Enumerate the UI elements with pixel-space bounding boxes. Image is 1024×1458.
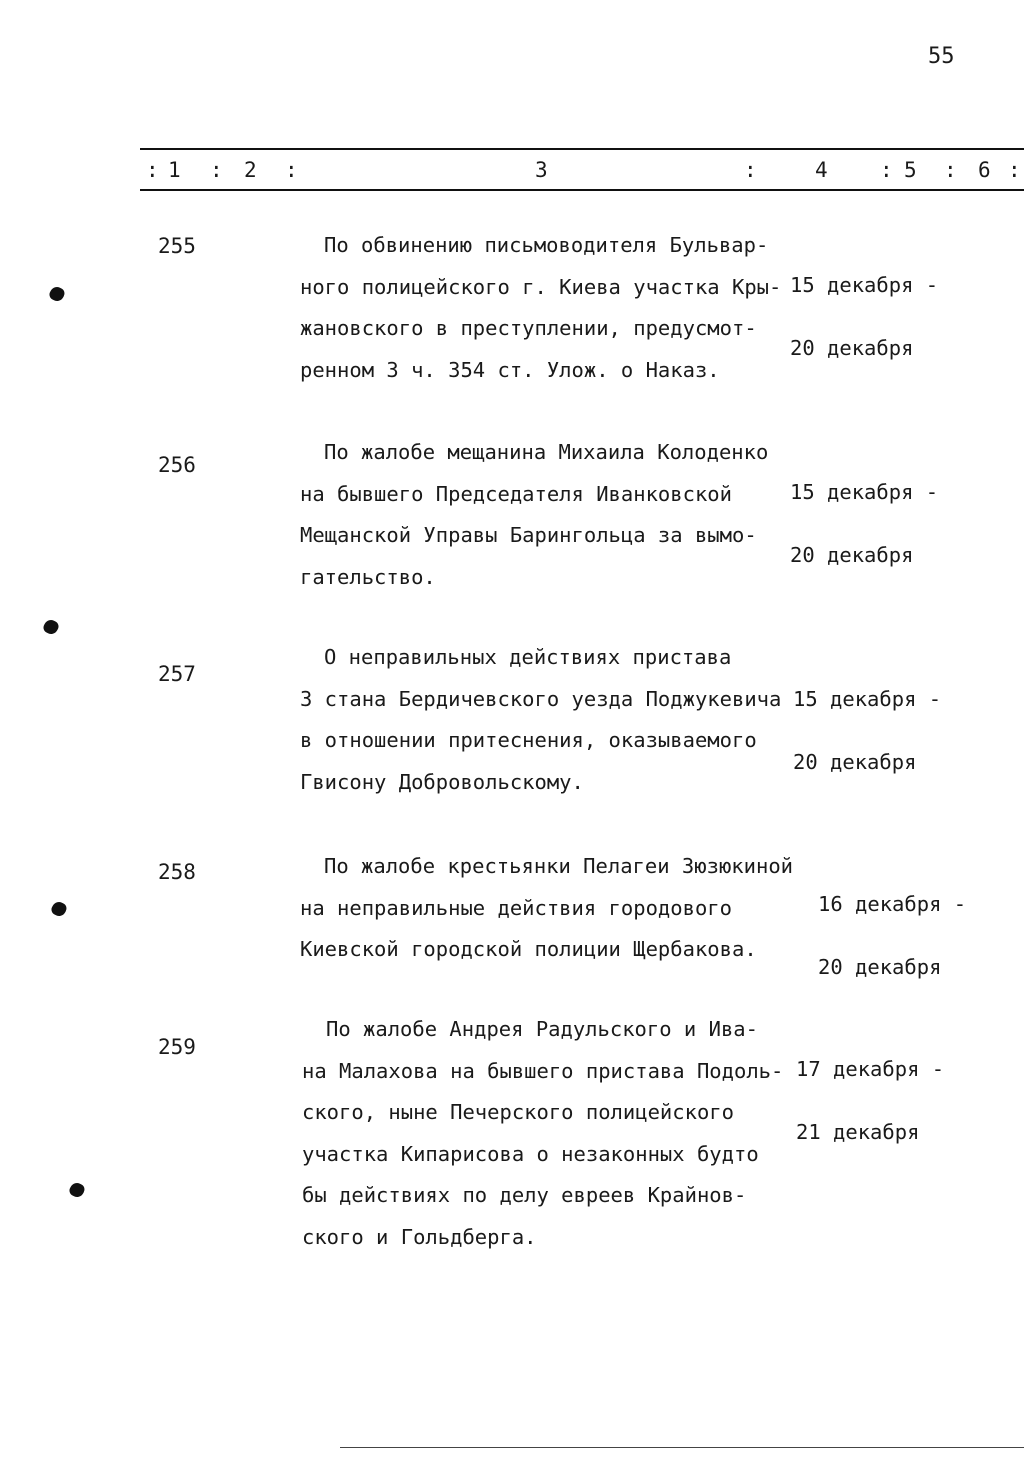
header-top-rule — [140, 148, 1024, 150]
date-start: 15 декабря - — [790, 480, 939, 504]
date-start: 15 декабря - — [790, 273, 939, 297]
column-header-2: 2 — [244, 158, 257, 182]
entry-description — [300, 225, 820, 391]
entry-line: Гвисону Добровольскому. — [300, 769, 584, 794]
date-end: 20 декабря — [793, 750, 917, 774]
entry-number: 257 — [158, 662, 196, 686]
column-header-4: 4 — [815, 158, 828, 182]
entry-line: гательство. — [300, 564, 436, 589]
column-header-3: 3 — [535, 158, 548, 182]
entry-number: 259 — [158, 1035, 196, 1059]
column-separator: : — [944, 158, 957, 182]
entry-dates — [790, 440, 938, 608]
entry-line: По жалобе Андрея Радульского и Ива- — [326, 1017, 758, 1041]
entry-line: на неправильные действия городового — [300, 895, 732, 920]
column-separator: : — [210, 158, 223, 182]
entry-number: 256 — [158, 453, 196, 477]
entry-line: в отношении притеснения, оказываемого — [300, 728, 757, 752]
bottom-rule — [340, 1447, 1024, 1448]
entry-line: ского и Гольдберга. — [302, 1224, 537, 1249]
entry-line: ского, ныне Печерского полицейского — [302, 1100, 734, 1124]
entry-line: По обвинению письмоводителя Бульвар- — [324, 233, 769, 257]
entry-dates — [818, 852, 966, 1020]
header-bottom-rule — [140, 189, 1024, 191]
entry-line: Киевской городской полиции Щербакова. — [300, 937, 757, 961]
date-end: 20 декабря — [790, 543, 914, 567]
date-start: 15 декабря - — [793, 687, 942, 711]
column-separator: : — [880, 158, 893, 182]
entry-number: 258 — [158, 860, 196, 884]
date-start: 16 декабря - — [818, 892, 967, 916]
entry-line: О неправильных действиях пристава — [324, 645, 732, 669]
entry-description — [300, 846, 820, 971]
column-header-6: 6 — [978, 158, 991, 182]
date-end: 21 декабря — [796, 1120, 920, 1144]
binding-hole-mark — [67, 1180, 86, 1199]
entry-line: ренном 3 ч. 354 ст. Улож. о Наказ. — [300, 357, 720, 382]
binding-hole-mark — [47, 284, 66, 303]
entry-description — [300, 432, 820, 598]
entry-dates — [793, 647, 941, 815]
column-separator: : — [1008, 158, 1021, 182]
date-end: 20 декабря — [790, 336, 914, 360]
page-number: 55 — [928, 44, 955, 69]
entry-line: По жалобе крестьянки Пелагеи Зюзюкиной — [324, 854, 793, 878]
entry-line: ного полицейского г. Киева участка Кры- — [300, 274, 782, 299]
entry-line: Мещанской Управы Барингольца за вымо- — [300, 523, 757, 547]
entry-line: участка Кипарисова о незаконных будто — [302, 1141, 759, 1166]
date-start: 17 декабря - — [796, 1057, 945, 1081]
entry-line: на Малахова на бывшего пристава Подоль- — [302, 1058, 784, 1083]
date-end: 20 декабря — [818, 955, 942, 979]
column-separator: : — [285, 158, 298, 182]
column-header-5: 5 — [904, 158, 917, 182]
entry-line: 3 стана Бердичевского уезда Поджукевича — [300, 686, 782, 711]
entry-description — [300, 637, 820, 803]
entry-number: 255 — [158, 234, 196, 258]
column-separator: : — [744, 158, 757, 182]
entry-line: По жалобе мещанина Михаила Колоденко — [324, 440, 769, 464]
entry-description — [302, 1009, 822, 1258]
binding-hole-mark — [41, 617, 60, 636]
entry-line: жановского в преступлении, предусмот- — [300, 316, 757, 340]
entry-line: бы действиях по делу евреев Крайнов- — [302, 1183, 747, 1207]
binding-hole-mark — [49, 899, 68, 918]
entry-line: на бывшего Председателя Иванковской — [300, 481, 732, 506]
column-header-1: 1 — [168, 158, 181, 182]
entry-dates — [796, 1017, 944, 1185]
entry-dates — [790, 233, 938, 401]
column-separator: : — [146, 158, 159, 182]
